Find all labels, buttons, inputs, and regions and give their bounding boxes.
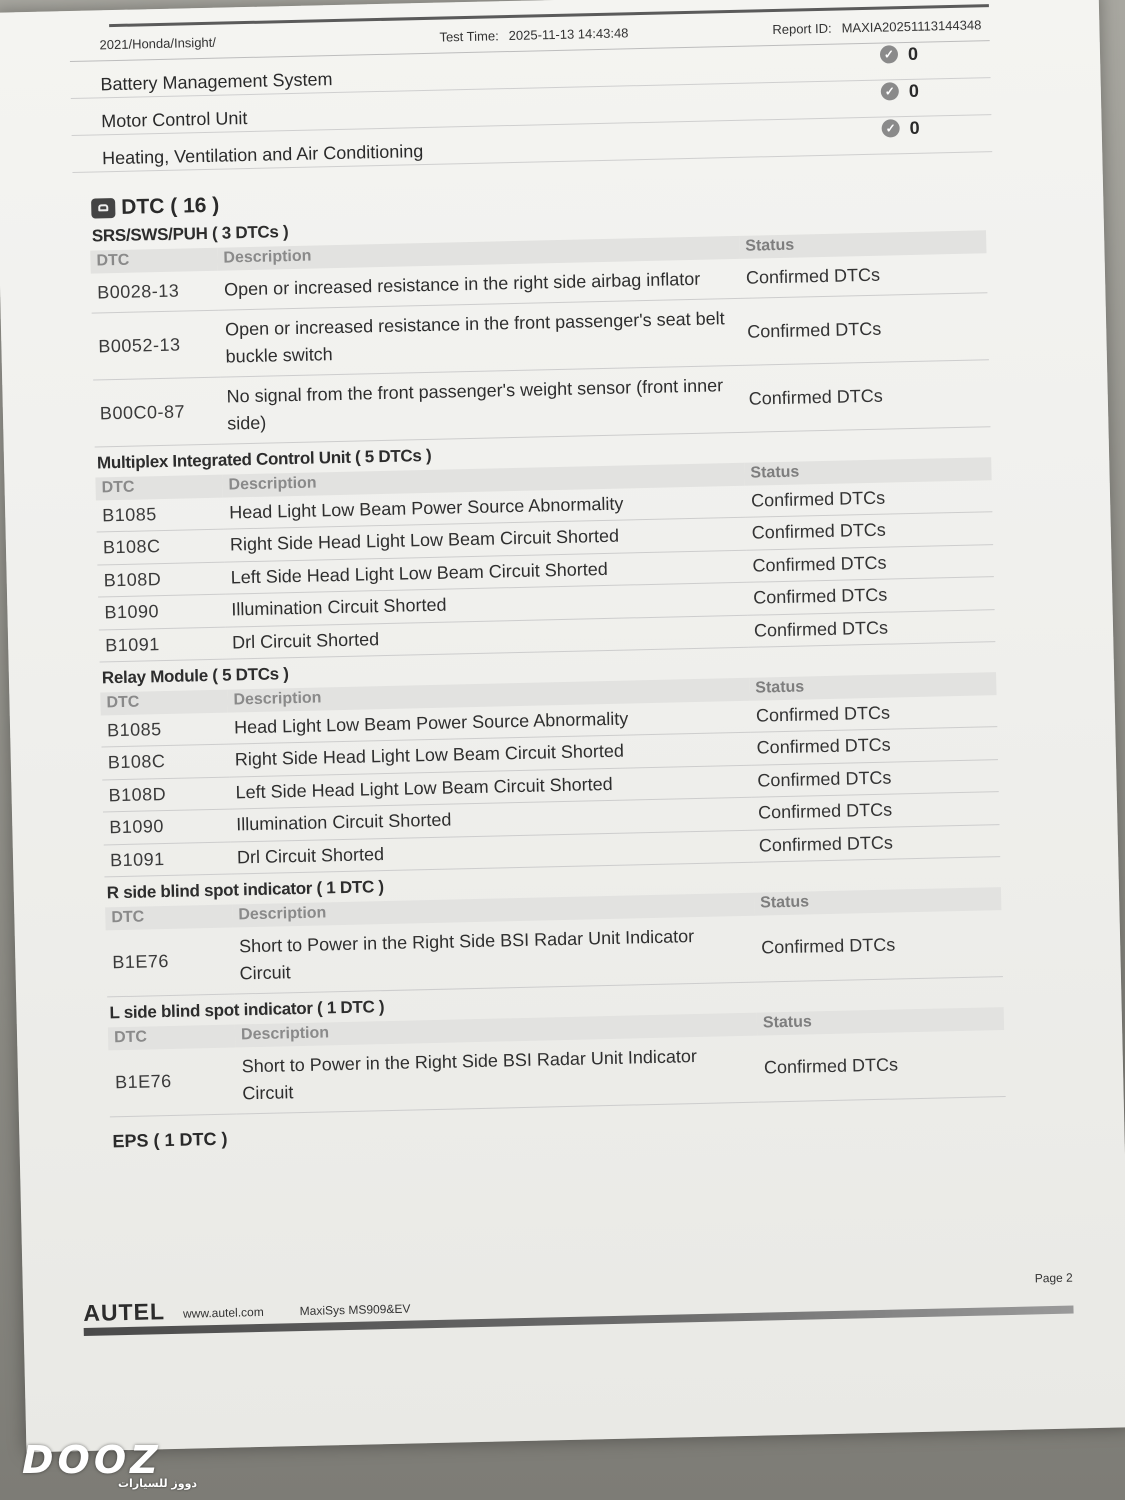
dtc-section (100, 648, 1001, 877)
dtc-code: B0028-13 (91, 271, 219, 313)
vehicle-path: 2021/Honda/Insight/ (99, 34, 217, 53)
dtc-status: Confirmed DTCs (753, 824, 1001, 862)
eps-section (110, 1111, 1006, 1152)
dtc-code: B1090 (103, 809, 231, 844)
dtc-description: Head Light Low Beam Power Source Abnormality (223, 486, 746, 530)
dtc-status: Confirmed DTCs (745, 480, 993, 517)
check-icon: ✓ (881, 119, 899, 137)
check-icon: ✓ (880, 45, 898, 63)
dtc-description: Open or increased resistance in the right side airbag inflator (218, 259, 741, 310)
dooz-watermark-logo: DOOZ (22, 1438, 162, 1482)
dtc-code: B1E76 (108, 1047, 236, 1116)
dtc-status: Confirmed DTCs (748, 609, 996, 647)
dtc-code: B1091 (99, 627, 227, 662)
dtc-description: Head Light Low Beam Power Source Abnormality (228, 701, 751, 745)
dtc-status: Confirmed DTCs (751, 759, 999, 797)
autel-logo: AUTEL (83, 1298, 166, 1327)
column-status: Status (754, 887, 1001, 916)
dtc-code: B1090 (98, 594, 226, 629)
dtc-section (95, 433, 996, 662)
column-description: Description (235, 1013, 757, 1048)
dtc-table (90, 230, 990, 447)
column-status: Status (744, 457, 991, 486)
dtc-description: Illumination Circuit Shorted (225, 582, 748, 626)
system-dtc-count (881, 116, 991, 139)
report-page (69, 4, 1014, 1152)
dtc-status: Confirmed DTCs (754, 910, 1002, 982)
dtc-summary-label: DTC ( 16 ) (120, 193, 220, 219)
system-name: Heating, Ventilation and Air Conditioning (101, 140, 424, 168)
dtc-code: B108C (102, 744, 230, 779)
section-title: L side blind spot indicator ( 1 DTC ) (109, 997, 385, 1023)
column-dtc: DTC (100, 690, 227, 716)
column-dtc: DTC (90, 248, 217, 274)
column-status: Status (757, 1007, 1004, 1036)
dtc-code: B0052-13 (92, 310, 220, 380)
dtc-status: Confirmed DTCs (740, 293, 988, 366)
report-id (709, 17, 989, 38)
dtc-code: B108D (102, 777, 230, 812)
dtc-section (107, 983, 1005, 1117)
system-count-value: 0 (907, 43, 919, 64)
dtc-status: Confirmed DTCs (747, 577, 995, 615)
dtc-code: B108C (97, 530, 225, 565)
dtc-description: Short to Power in the Right Side BSI Radar Unit Indicator Circuit (233, 916, 756, 994)
section-title: Multiplex Integrated Control Unit ( 5 DTCs ) (96, 445, 432, 473)
column-dtc: DTC (105, 904, 232, 930)
system-count-value: 0 (909, 117, 920, 138)
dtc-section (105, 863, 1003, 997)
dtc-description: Drl Circuit Shorted (226, 615, 749, 659)
dtc-status: Confirmed DTCs (742, 360, 990, 433)
system-list (70, 41, 992, 173)
test-time (439, 23, 709, 44)
report-id-label: Report ID: (772, 20, 832, 38)
dtc-description: Left Side Head Light Low Beam Circuit Shorted (224, 550, 747, 594)
section-title: R side blind spot indicator ( 1 DTC ) (106, 877, 384, 903)
dtc-status: Confirmed DTCs (740, 253, 988, 298)
system-name: Motor Control Unit (101, 107, 248, 131)
dtc-description: Short to Power in the Right Side BSI Radar Unit Indicator Circuit (235, 1036, 758, 1114)
dtc-code: B108D (97, 562, 225, 597)
test-time-value: 2025-11-13 14:43:48 (508, 25, 629, 44)
dtc-status: Confirmed DTCs (750, 695, 998, 732)
column-dtc: DTC (108, 1024, 235, 1050)
page-number: Page 2 (1034, 1270, 1073, 1286)
dtc-table (100, 672, 1000, 877)
dtc-table (108, 1007, 1006, 1117)
footer-url: www.autel.com (182, 1304, 264, 1321)
dtc-status: Confirmed DTCs (752, 792, 1000, 830)
system-name: Battery Management System (100, 68, 333, 94)
dtc-description: Open or increased resistance in the front passenger's seat belt buckle switch (219, 298, 742, 377)
dtc-description: No signal from the front passenger's weight sensor (front inner side) (220, 365, 743, 444)
system-count-value: 0 (908, 80, 920, 101)
dtc-code: B00C0-87 (93, 377, 221, 447)
test-time-label: Test Time: (439, 28, 499, 45)
column-status: Status (739, 230, 986, 259)
dtc-code: B1085 (101, 713, 229, 748)
dtc-description: Right Side Head Light Low Beam Circuit Shorted (224, 518, 747, 562)
column-status: Status (749, 672, 996, 701)
dtc-status: Confirmed DTCs (745, 512, 993, 550)
report-id-value: MAXIA20251113144348 (841, 17, 982, 36)
eps-title: EPS ( 1 DTC ) (112, 1128, 228, 1152)
dtc-status: Confirmed DTCs (750, 727, 998, 765)
section-title: Relay Module ( 5 DTCs ) (101, 664, 289, 688)
dtc-section (90, 206, 991, 447)
dtc-sections (74, 206, 1014, 1118)
column-description: Description (217, 236, 739, 271)
dooz-watermark-subtitle: دووز للسيارات (118, 1477, 198, 1490)
system-dtc-count (881, 79, 991, 102)
dtc-code: B1E76 (106, 927, 234, 996)
check-icon: ✓ (881, 82, 899, 100)
dtc-table (95, 457, 995, 662)
dtc-description: Drl Circuit Shorted (231, 830, 754, 874)
column-dtc: DTC (95, 475, 222, 501)
dtc-table (105, 887, 1003, 997)
dtc-description: Left Side Head Light Low Beam Circuit Shorted (229, 765, 752, 809)
system-dtc-count (880, 42, 990, 65)
column-description: Description (232, 893, 754, 928)
dtc-description: Right Side Head Light Low Beam Circuit Shorted (228, 733, 751, 777)
dtc-status: Confirmed DTCs (757, 1030, 1005, 1102)
dtc-description: Illumination Circuit Shorted (230, 797, 753, 841)
footer-model: MaxiSys MS909&EV (299, 1301, 411, 1319)
dtc-code: B1085 (96, 498, 224, 533)
dtc-code: B1091 (104, 842, 232, 877)
dtc-status: Confirmed DTCs (746, 544, 994, 582)
column-description: Description (222, 463, 744, 498)
engine-warning-icon (91, 198, 115, 219)
section-title: SRS/SWS/PUH ( 3 DTCs ) (91, 222, 289, 246)
column-description: Description (227, 678, 749, 713)
